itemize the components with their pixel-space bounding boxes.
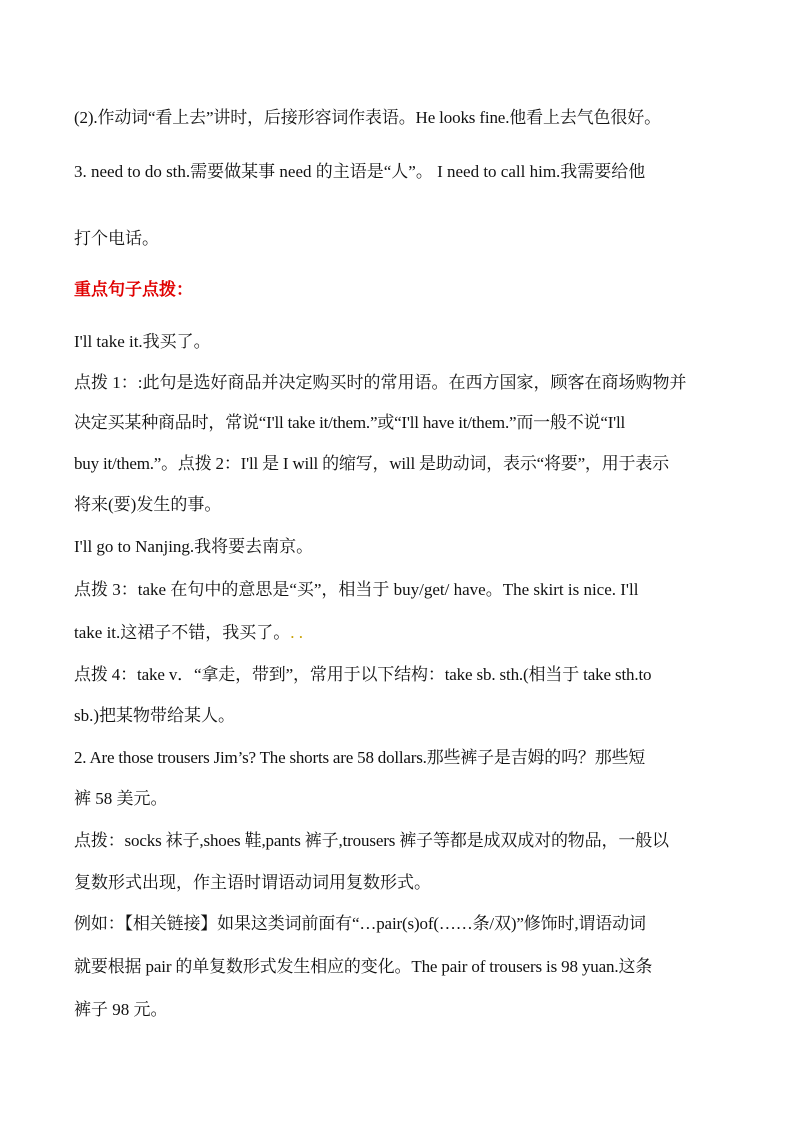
text-line-16: 裤 58 美元。 <box>74 789 168 808</box>
text-line-11: 点拨 3：take 在句中的意思是“买”，相当于 buy/get/ have。The skirt is nice. I'll <box>74 580 639 599</box>
dot-mark: . . <box>290 623 304 642</box>
text-line-12-text: take it.这裙子不错，我买了。 <box>74 623 291 642</box>
section-heading: 重点句子点拨： <box>74 280 193 299</box>
text-line-20: 就要根据 pair 的单复数形式发生相应的变化。The pair of trousers is 98 yuan.这条 <box>74 957 653 976</box>
text-line-9: 将来(要)发生的事。 <box>74 495 222 514</box>
text-line-13: 点拨 4：take v．“拿走，带到”，常用于以下结构：take sb. sth.(相当于 take sth.to <box>74 665 652 684</box>
example-sentence-2: I'll go to Nanjing.我将要去南京。 <box>74 537 314 556</box>
text-line-1: (2).作动词“看上去”讲时，后接形容词作表语。He looks fine.他看上去气色很好。 <box>74 108 661 127</box>
text-line-8: buy it/them.”。点拨 2：I'll 是 I will 的缩写，will 是助动词，表示“将要”，用于表示 <box>74 454 669 473</box>
text-line-17: 点拨：socks 袜子,shoes 鞋,pants 裤子,trousers 裤子等都是成双成对的物品，一般以 <box>74 831 669 850</box>
text-line-21: 裤子 98 元。 <box>74 1000 168 1019</box>
text-line-19: 例如：【相关链接】如果这类词前面有“…pair(s)of(……条/双)”修饰时,谓语动词 <box>74 914 646 933</box>
text-line-7: 决定买某种商品时，常说“I'll take it/them.”或“I'll have it/them.”而一般不说“I'll <box>74 413 626 432</box>
text-line-6: 点拨 1：:此句是选好商品并决定购买时的常用语。在西方国家，顾客在商场购物并 <box>74 373 687 392</box>
text-line-2: 3. need to do sth.需要做某事 need 的主语是“人”。 I need to call him.我需要给他 <box>74 162 646 181</box>
text-line-14: sb.)把某物带给某人。 <box>74 706 236 725</box>
text-line-12 <box>74 621 734 645</box>
text-line-3: 打个电话。 <box>74 229 159 248</box>
text-line-15: 2. Are those trousers Jim’s? The shorts are 58 dollars.那些裤子是吉姆的吗？那些短 <box>74 748 646 767</box>
example-sentence-1: I'll take it.我买了。 <box>74 332 211 351</box>
text-line-18: 复数形式出现，作主语时谓语动词用复数形式。 <box>74 873 431 892</box>
